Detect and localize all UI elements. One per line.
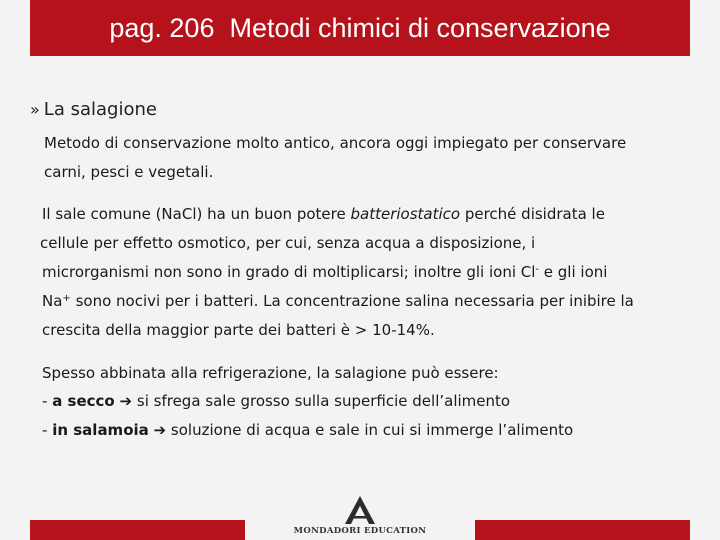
bullet-icon: » [30, 100, 40, 119]
para2-line3-text-end: e gli ioni [539, 263, 608, 281]
mondadori-rose-icon [342, 495, 378, 525]
sodium-charge: + [62, 293, 71, 304]
list-dash: - [42, 421, 48, 439]
list-desc: si sfrega sale grosso sulla superficie dell’alimento [136, 392, 511, 410]
list-dash: - [42, 392, 48, 410]
para2-line1-text: Il sale comune (NaCl) ha un buon potere [42, 205, 351, 223]
chloride-charge: - [535, 264, 540, 275]
arrow-right-icon: ➔ [119, 392, 133, 410]
para1-line2: carni, pesci e vegetali. [44, 163, 214, 181]
slide-title: pag. 206 Metodi chimici di conservazione [109, 13, 611, 43]
emphasis-batteriostatico: batteriostatico [350, 205, 461, 223]
para2-line3-text: microrganismi non sono in grado di moltiplicarsi; inoltre gli ioni Cl [42, 263, 536, 281]
title-bar [30, 0, 690, 56]
sodium-symbol: Na [42, 292, 63, 310]
para2-line4 [42, 290, 634, 312]
para3-intro: Spesso abbinata alla refrigerazione, la salagione può essere: [42, 364, 499, 382]
section-heading-text: La salagione [43, 99, 157, 120]
para1-line1: Metodo di conservazione molto antico, ancora oggi impiegato per conservare [44, 134, 627, 152]
list-desc: soluzione di acqua e sale in cui si immerge l’alimento [170, 421, 574, 439]
para2-line2: cellule per effetto osmotico, per cui, senza acqua a disposizione, i [40, 234, 536, 252]
para2-line1-text-end: perché disidrata le [460, 205, 605, 223]
arrow-right-icon: ➔ [153, 421, 167, 439]
list-term: in salamoia [52, 421, 149, 439]
publisher-name: MONDADORI EDUCATION [293, 526, 427, 536]
para2-line1 [42, 203, 605, 225]
list-item-a-secco [42, 390, 510, 412]
para2-line3 [42, 261, 607, 283]
publisher-logo [285, 493, 435, 540]
list-term: a secco [52, 392, 115, 410]
list-item-in-salamoia [42, 419, 573, 441]
section-heading [30, 98, 157, 122]
para2-line5: crescita della maggior parte dei batteri è > 10-14%. [42, 321, 435, 339]
para2-line4-text: sono nocivi per i batteri. La concentrazione salina necessaria per inibire la [70, 292, 634, 310]
